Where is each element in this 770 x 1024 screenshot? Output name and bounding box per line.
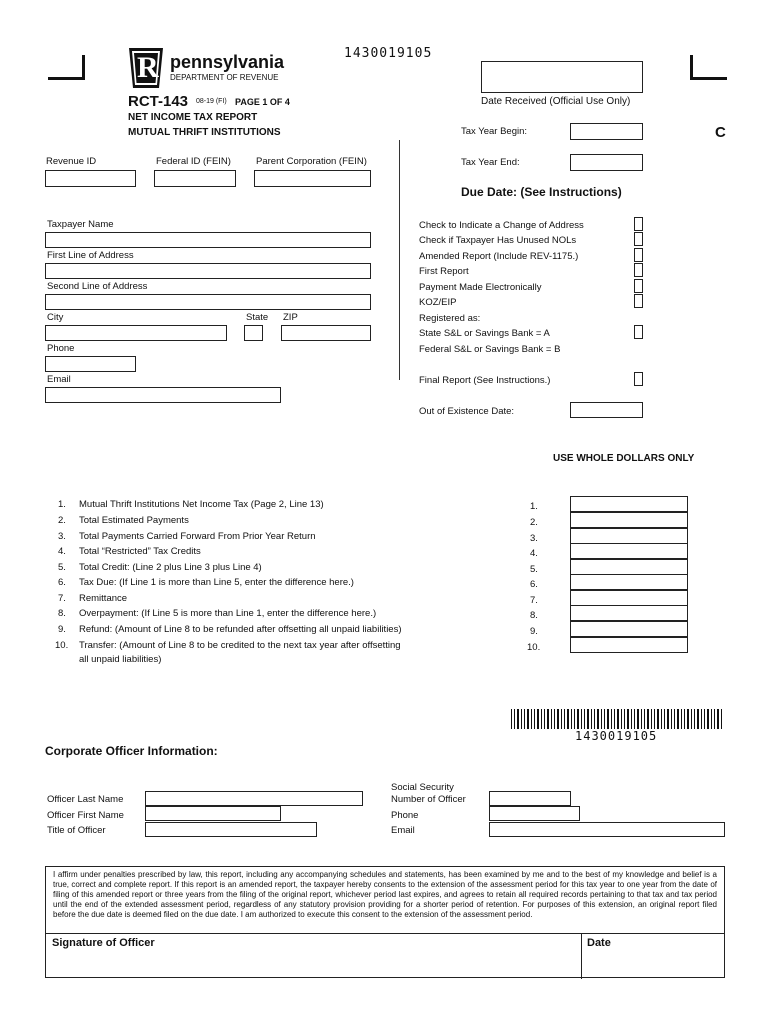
unused-nols-checkbox[interactable]: [634, 232, 643, 246]
line-description: Total Estimated Payments: [79, 515, 189, 526]
barcode-bar: [594, 709, 595, 729]
line-amount-input[interactable]: [570, 637, 688, 653]
barcode-bar: [531, 709, 532, 729]
email-input[interactable]: [45, 387, 281, 403]
signature-label: Signature of Officer: [52, 937, 155, 949]
barcode-bar: [624, 709, 625, 729]
revenue-id-label: Revenue ID: [46, 156, 97, 167]
barcode-bar: [717, 709, 719, 729]
amended-checkbox[interactable]: [634, 248, 643, 262]
barcode-bar: [514, 709, 515, 729]
date-received-box[interactable]: [481, 61, 643, 93]
revenue-id-input[interactable]: [45, 170, 136, 187]
line-10-continuation: all unpaid liabilities): [79, 654, 162, 665]
line-ref-number: 1.: [530, 501, 538, 512]
line-ref-number: 2.: [530, 517, 538, 528]
barcode-bar: [564, 709, 565, 729]
barcode-bar: [681, 709, 682, 729]
change-address-checkbox[interactable]: [634, 217, 643, 231]
line-amount-input[interactable]: [570, 528, 688, 544]
line-amount-input[interactable]: [570, 621, 688, 637]
barcode-bar: [684, 709, 685, 729]
phone-input[interactable]: [45, 356, 136, 372]
barcode-bar: [664, 709, 665, 729]
officer-title-input[interactable]: [145, 822, 317, 837]
barcode-bar: [561, 709, 562, 729]
barcode-bar: [721, 709, 722, 729]
barcode-bar: [534, 709, 535, 729]
barcode-bar: [517, 709, 519, 729]
line-description: Overpayment: (If Line 5 is more than Line 1, enter the difference here.): [79, 608, 377, 619]
line-ref-number: 9.: [530, 626, 538, 637]
email-label: Email: [47, 374, 71, 385]
barcode-bar: [614, 709, 615, 729]
barcode-bar: [541, 709, 542, 729]
barcode-bar: [511, 709, 512, 729]
final-report-checkbox[interactable]: [634, 372, 643, 386]
barcode-bar: [581, 709, 582, 729]
line-number: 10.: [55, 640, 69, 651]
registered-as-checkbox[interactable]: [634, 325, 643, 339]
barcode-bar: [591, 709, 592, 729]
barcode-bar: [611, 709, 612, 729]
line-ref-number: 4.: [530, 548, 538, 559]
city-input[interactable]: [45, 325, 227, 341]
corner-mark-left: [48, 55, 85, 80]
barcode-bar: [707, 709, 709, 729]
line-amount-input[interactable]: [570, 590, 688, 606]
barcode-bar: [554, 709, 555, 729]
zip-input[interactable]: [281, 325, 371, 341]
barcode-bar: [567, 709, 569, 729]
officer-heading: Corporate Officer Information:: [45, 744, 218, 758]
line-ref-number: 3.: [530, 533, 538, 544]
city-label: City: [47, 312, 64, 323]
barcode: [511, 709, 726, 729]
koz-checkbox[interactable]: [634, 294, 643, 308]
line-ref-number: 8.: [530, 610, 538, 621]
line-number: 9.: [58, 624, 66, 635]
line-amount-input[interactable]: [570, 605, 688, 621]
barcode-number: 1430019105: [575, 729, 658, 743]
address2-input[interactable]: [45, 294, 371, 310]
barcode-bar: [551, 709, 552, 729]
tax-year-end-input[interactable]: [570, 154, 643, 171]
whole-dollars-note: USE WHOLE DOLLARS ONLY: [553, 453, 695, 464]
logo-dept: DEPARTMENT OF REVENUE: [170, 73, 279, 82]
state-label: State: [246, 312, 269, 323]
parent-corp-input[interactable]: [254, 170, 371, 187]
line-ref-number: 7.: [530, 595, 538, 606]
barcode-bar: [674, 709, 675, 729]
line-amount-input[interactable]: [570, 559, 688, 575]
barcode-bar: [587, 709, 589, 729]
tax-year-begin-label: Tax Year Begin:: [461, 126, 528, 137]
ssn-label-1: Social Security: [391, 782, 454, 793]
line-amount-input[interactable]: [570, 574, 688, 590]
barcode-bar: [621, 709, 622, 729]
barcode-bar: [597, 709, 599, 729]
barcode-bar: [617, 709, 619, 729]
form-code: RCT-143: [128, 93, 189, 110]
form-title-1: NET INCOME TAX REPORT: [128, 112, 258, 123]
line-number: 6.: [58, 577, 66, 588]
barcode-bar: [667, 709, 669, 729]
address2-label: Second Line of Address: [47, 281, 148, 292]
barcode-bar: [547, 709, 549, 729]
barcode-bar: [537, 709, 539, 729]
line-number: 3.: [58, 531, 66, 542]
barcode-bar: [574, 709, 575, 729]
barcode-bar: [687, 709, 689, 729]
line-description: Mutual Thrift Institutions Net Income Tax (Page 2, Line 13): [79, 499, 324, 510]
barcode-bar: [654, 709, 655, 729]
tax-year-begin-input[interactable]: [570, 123, 643, 140]
barcode-bar: [637, 709, 639, 729]
barcode-bar: [521, 709, 522, 729]
line-description: Total “Restricted” Tax Credits: [79, 546, 201, 557]
barcode-bar: [584, 709, 585, 729]
pa-logo: [126, 46, 166, 90]
state-sl-label: State S&L or Savings Bank = A: [419, 328, 550, 339]
line-ref-number: 10.: [527, 642, 541, 653]
line-amount-input[interactable]: [570, 496, 688, 512]
form-revision: 08-19 (FI): [196, 98, 227, 105]
address1-label: First Line of Address: [47, 250, 134, 261]
form-title-2: MUTUAL THRIFT INSTITUTIONS: [128, 127, 281, 138]
signature-area[interactable]: [46, 933, 582, 979]
vertical-divider: [399, 140, 400, 380]
state-input[interactable]: [244, 325, 263, 341]
corner-mark-right: [690, 55, 727, 80]
affirmation-box: [45, 866, 725, 978]
officer-title-label: Title of Officer: [47, 825, 106, 836]
barcode-bar: [704, 709, 705, 729]
officer-first-name-label: Officer First Name: [47, 810, 124, 821]
first-report-checkbox[interactable]: [634, 263, 643, 277]
out-of-existence-label: Out of Existence Date:: [419, 406, 515, 417]
officer-phone-input[interactable]: [489, 806, 580, 821]
barcode-bar: [524, 709, 525, 729]
affirmation-text: I affirm under penalties prescribed by law, this report, including any accompanying schedules and statements, has been examined by me and to the best of my knowledge and belief is a true, correct and complete report. If this report is an amended report, the taxpayer hereby consents to the extension of the assessment period for this tax year to one year from the date of filing of this amended report or three years from the filing of the original report, whichever period last expires, and agrees to retain all required records pertaining to that tax and tax period until the end of the extended assessment period, regardless of any statutory provision providing for a shorter period of retention. For purposes of this extension, an original report filed before the due date is deemed filed on the due date. I am authorized to execute this consent to the extension of the assessment period.: [53, 870, 717, 920]
ssn-input[interactable]: [489, 791, 571, 806]
barcode-bar: [571, 709, 572, 729]
zip-label: ZIP: [283, 312, 298, 323]
corner-letter: C: [715, 124, 726, 141]
barcode-bar: [711, 709, 712, 729]
address1-input[interactable]: [45, 263, 371, 279]
electronic-label: Payment Made Electronically: [419, 282, 542, 293]
line-description: Remittance: [79, 593, 128, 604]
line-number: 5.: [58, 562, 66, 573]
logo-state: pennsylvania: [170, 52, 285, 72]
line-number: 2.: [58, 515, 66, 526]
officer-email-label: Email: [391, 825, 415, 836]
logo-letter: R: [137, 51, 159, 84]
line-number: 8.: [58, 608, 66, 619]
barcode-bar: [651, 709, 652, 729]
officer-first-name-input[interactable]: [145, 806, 281, 821]
koz-label: KOZ/EIP: [419, 297, 457, 308]
final-report-label: Final Report (See Instructions.): [419, 375, 551, 386]
barcode-bar: [691, 709, 692, 729]
line-description: Tax Due: (If Line 1 is more than Line 5, enter the difference here.): [79, 577, 354, 588]
barcode-bar: [604, 709, 605, 729]
due-date-label: Due Date: (See Instructions): [461, 185, 622, 199]
federal-id-label: Federal ID (FEIN): [156, 156, 231, 167]
barcode-bar: [677, 709, 679, 729]
federal-sl-label: Federal S&L or Savings Bank = B: [419, 344, 561, 355]
barcode-bar: [601, 709, 602, 729]
barcode-bar: [661, 709, 662, 729]
barcode-bar: [641, 709, 642, 729]
first-report-label: First Report: [419, 266, 469, 277]
line-ref-number: 5.: [530, 564, 538, 575]
taxpayer-name-input[interactable]: [45, 232, 371, 248]
barcode-bar: [527, 709, 529, 729]
date-received-label: Date Received (Official Use Only): [481, 96, 631, 107]
line-description: Transfer: (Amount of Line 8 to be credited to the next tax year after offsetting: [79, 640, 401, 651]
document-number: 1430019105: [344, 46, 433, 61]
officer-last-name-label: Officer Last Name: [47, 794, 124, 805]
barcode-graphic: [511, 709, 726, 729]
out-of-existence-input[interactable]: [570, 402, 643, 418]
ssn-label-2: Number of Officer: [391, 794, 466, 805]
officer-last-name-input[interactable]: [145, 791, 363, 806]
line-ref-number: 6.: [530, 579, 538, 590]
barcode-bar: [634, 709, 635, 729]
taxpayer-name-label: Taxpayer Name: [47, 219, 114, 230]
parent-corp-label: Parent Corporation (FEIN): [256, 156, 367, 167]
line-description: Total Credit: (Line 2 plus Line 3 plus Line 4): [79, 562, 262, 573]
federal-id-input[interactable]: [154, 170, 236, 187]
officer-phone-label: Phone: [391, 810, 419, 821]
date-area[interactable]: [581, 933, 725, 979]
tax-year-end-label: Tax Year End:: [461, 157, 520, 168]
barcode-bar: [544, 709, 545, 729]
barcode-bar: [697, 709, 699, 729]
barcode-bar: [657, 709, 659, 729]
amended-label: Amended Report (Include REV-1175.): [419, 251, 579, 262]
page-info: PAGE 1 OF 4: [235, 97, 290, 107]
electronic-checkbox[interactable]: [634, 279, 643, 293]
barcode-bar: [647, 709, 649, 729]
line-amount-input[interactable]: [570, 543, 688, 559]
barcode-bar: [694, 709, 695, 729]
line-description: Refund: (Amount of Line 8 to be refunded after offsetting all unpaid liabilities): [79, 624, 402, 635]
line-amount-input[interactable]: [570, 512, 688, 528]
barcode-bar: [577, 709, 579, 729]
barcode-bar: [671, 709, 672, 729]
date-label: Date: [587, 937, 611, 949]
barcode-bar: [701, 709, 702, 729]
barcode-bar: [627, 709, 629, 729]
line-number: 4.: [58, 546, 66, 557]
barcode-bar: [557, 709, 559, 729]
barcode-bar: [607, 709, 609, 729]
change-address-label: Check to Indicate a Change of Address: [419, 220, 584, 231]
unused-nols-label: Check if Taxpayer Has Unused NOLs: [419, 235, 577, 246]
line-description: Total Payments Carried Forward From Prior Year Return: [79, 531, 316, 542]
barcode-bar: [631, 709, 632, 729]
barcode-bar: [714, 709, 715, 729]
officer-email-input[interactable]: [489, 822, 725, 837]
registered-as-label: Registered as:: [419, 313, 481, 324]
line-number: 7.: [58, 593, 66, 604]
barcode-bar: [644, 709, 645, 729]
line-number: 1.: [58, 499, 66, 510]
phone-label: Phone: [47, 343, 75, 354]
